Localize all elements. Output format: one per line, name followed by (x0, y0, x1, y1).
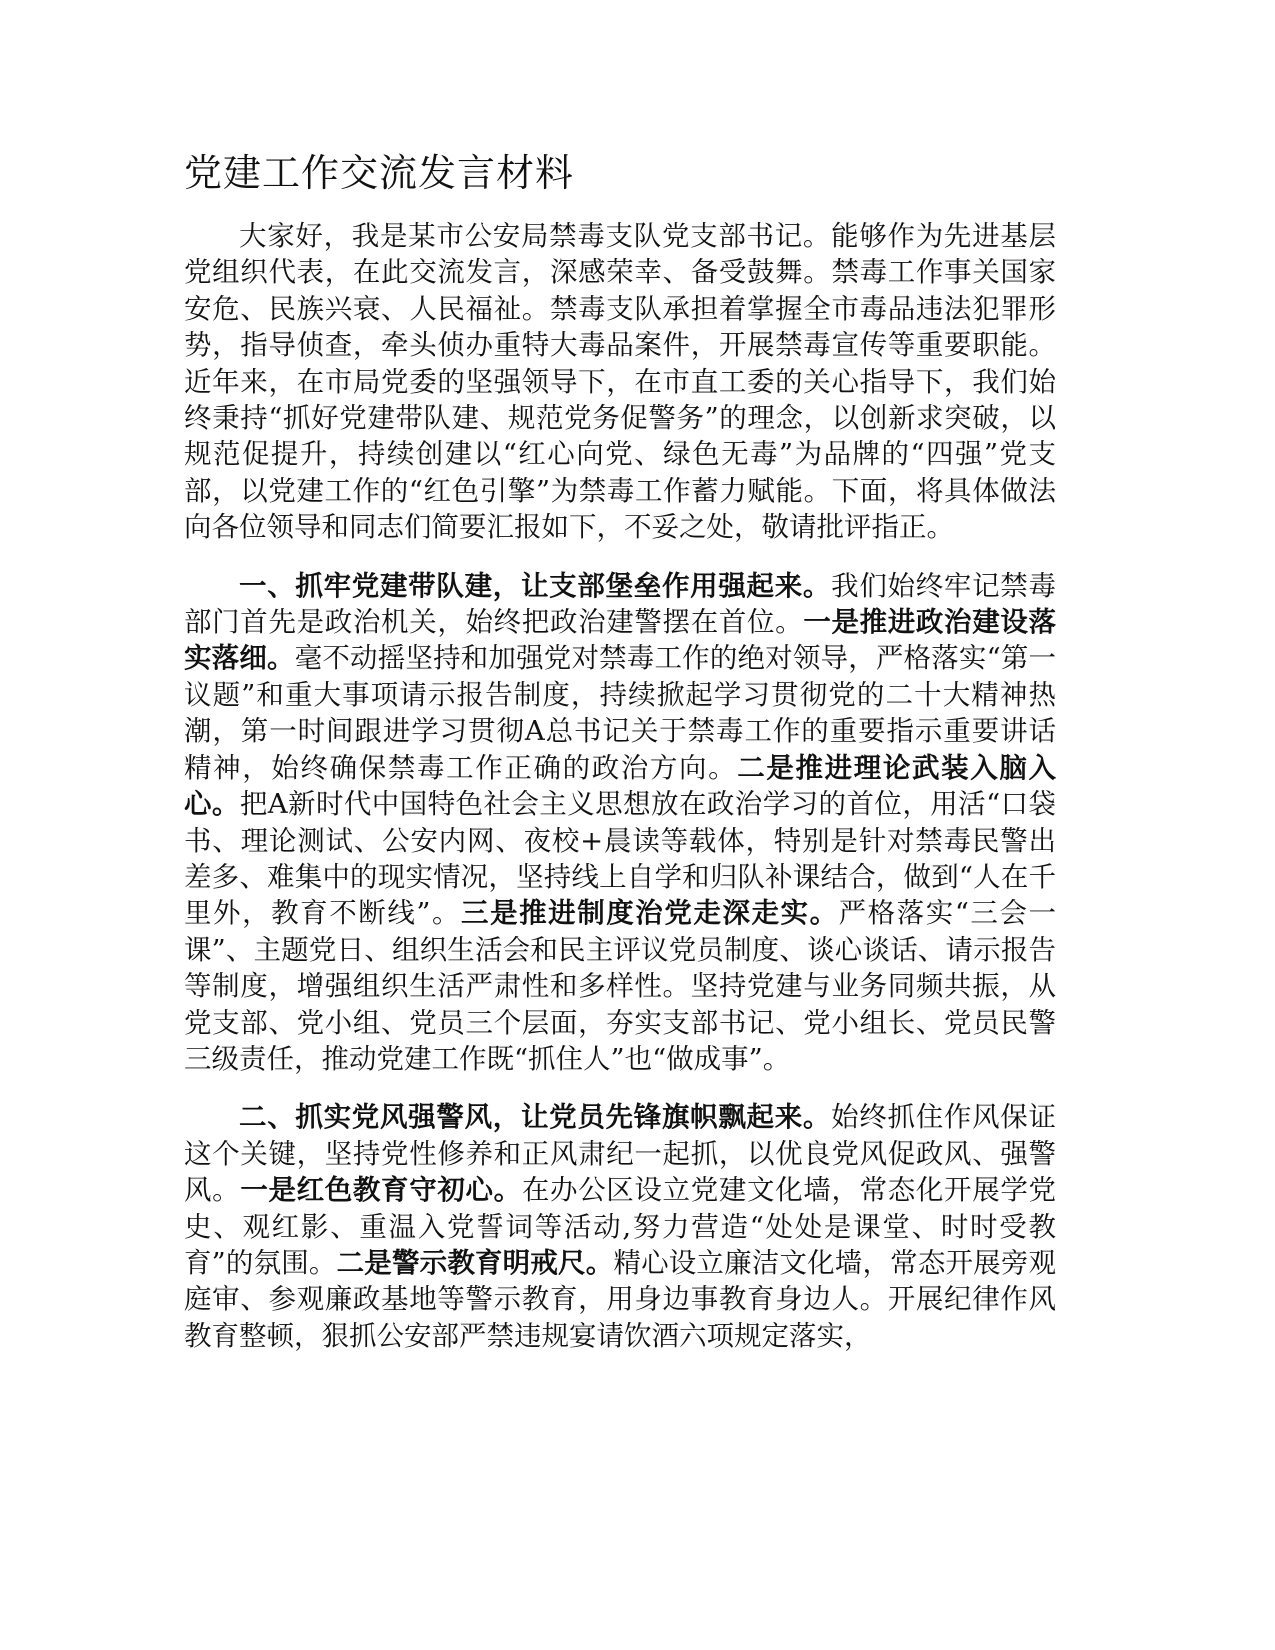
paragraph-text: 精心设立廉洁文化墙，常态开展旁观庭审、参观廉政基地等警示教育，用身边事教育身边人。开展纪律作风教育整顿，狠抓公安部严禁违规宴请饮酒六项规定落实， (184, 1246, 1057, 1352)
subpoint-heading: 一是推进政治建设落实落细。 (184, 606, 1057, 675)
paragraph-text: 始终抓住作风保证这个关键，坚持党性修养和正风肃纪一起抓，以优良党风促政风、强警风。 (184, 1101, 1056, 1207)
paragraph-text: 大家好，我是某市公安局禁毒支队党支部书记。能够作为先进基层党组织代表，在此交流发言，深感荣幸、备受鼓舞。禁毒工作事关国家安危、民族兴衰、人民福祉。禁毒支队承担着掌握全市毒品违法犯罪形势，指导侦查，牵头侦办重特大毒品案件，开展禁毒宣传等重要职能。近年来，在市局党委的坚强领导下，在市直工委的关心指导下，我们始终秉持“抓好党建带队建、规范党务促警务”的理念，以创新求突破，以规范促提升，持续创建以“红心向党、绿色无毒”为品牌的“四强”党支部，以党建工作的“红色引擎”为禁毒工作蓄力赋能。下面，将具体做法向各位领导和同志们简要汇报如下，不妥之处，敬请批评指正。 (184, 220, 1056, 544)
subpoint-heading: 一是红色教育守初心。 (240, 1174, 522, 1207)
paragraph-intro (184, 218, 1056, 546)
document-page (184, 150, 1056, 1376)
document-title: 党建工作交流发言材料 (184, 151, 575, 195)
paragraph-section-two (184, 1099, 1056, 1354)
paragraph-text: 在办公区设立党建文化墙，常态化开展学党史、观红影、重温入党誓词等活动,努力营造“处处是课堂、时时受教育”的氛围。 (184, 1174, 1057, 1279)
section-heading: 二、抓实党风强警风，让党员先锋旗帜飘起来。 (239, 1101, 832, 1134)
paragraph-text: 把A新时代中国特色社会主义思想放在政治学习的首位，用活“口袋书、理论测试、公安内网、夜校+晨读等载体，特别是针对禁毒民警出差多、难集中的现实情况，坚持线上自学和归队补课结合，做到“人在千里外，教育不断线”。 (184, 788, 1056, 930)
subpoint-heading: 二是警示教育明戒尺。 (336, 1246, 614, 1279)
paragraph-text: 严格落实“三会一课”、主题党日、组织生活会和民主评议党员制度、谈心谈话、请示报告等制度，增强组织生活严肃性和多样性。坚持党建与业务同频共振，从党支部、党小组、党员三个层面，夯实支部书记、党小组长、党员民警三级责任，推动党建工作既“抓住人”也“做成事”。 (184, 897, 1057, 1075)
paragraph-text: 我们始终牢记禁毒部门首先是政治机关，始终把政治建警摆在首位。 (184, 569, 1056, 639)
subpoint-heading: 二是推进理论武装入脑入心。 (184, 751, 1057, 821)
paragraph-text: 毫不动摇坚持和加强党对禁毒工作的绝对领导，严格落实“第一议题”和重大事项请示报告制度，持续掀起学习贯彻党的二十大精神热潮，第一时间跟进学习贯彻A总书记关于禁毒工作的重要指示重要讲话精神，始终确保禁毒工作正确的政治方向。 (184, 642, 1056, 784)
subpoint-heading: 三是推进制度治党走深走实。 (461, 897, 839, 930)
section-heading: 一、抓牢党建带队建，让支部堡垒作用强起来。 (239, 569, 832, 602)
paragraph-section-one (184, 568, 1056, 1078)
